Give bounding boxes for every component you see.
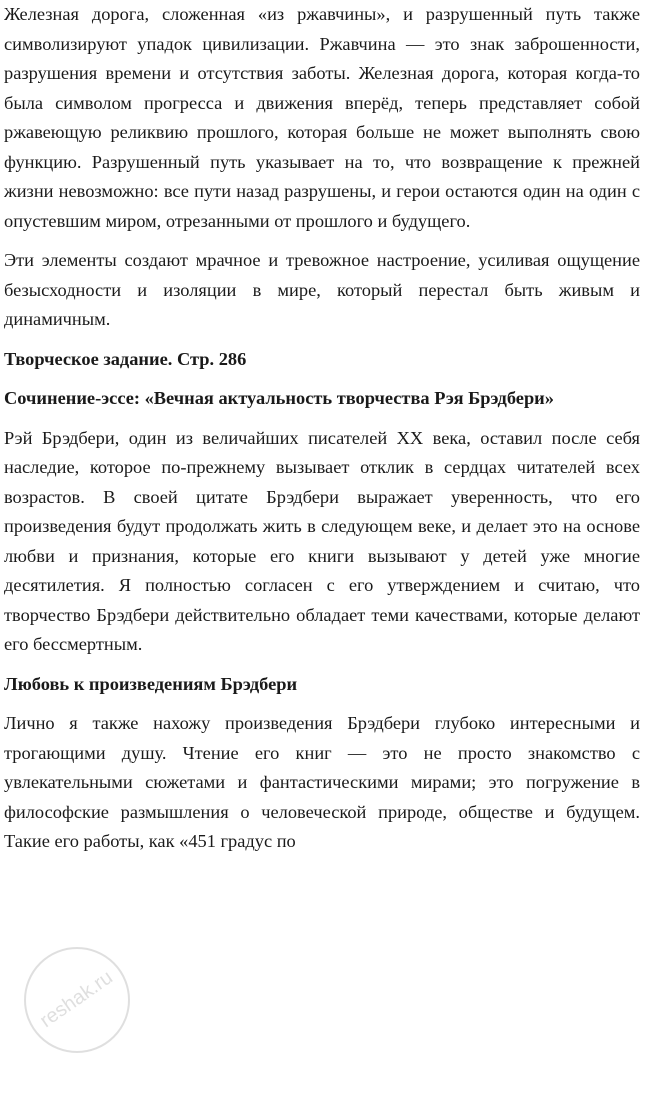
watermark-text: reshak.ru: [35, 966, 117, 1033]
heading-creative-task: Творческое задание. Стр. 286: [4, 348, 247, 369]
paragraph-railway: Железная дорога, сложенная «из ржавчины», и разрушенный путь также символизируют упадок цивилизации. Ржавчина — это знак заброшенности, разрушения времени и отсутствия заботы. Железная дорога, которая когда-то была символом прогресса и движения вперёд, теперь представляет собой ржавеющую реликвию прошлого, которая больше не может выполнять свою функцию. Разрушенный путь указывает на то, что возвращение к прежней жизни невозможно: все пути назад разрушены, и герои остаются один на один с опустевшим миром, отрезанными от прошлого и будущего.: [4, 4, 640, 231]
paragraph-mood: Эти элементы создают мрачное и тревожное настроение, усиливая ощущение безысходности и изоляции в мире, который перестал быть живым и динамичным.: [4, 250, 640, 329]
heading-love-bradbury: Любовь к произведениям Брэдбери: [4, 673, 298, 694]
paragraph-personal-opinion: Лично я также нахожу произведения Брэдбери глубоко интересными и трогающими душу. Чтение его книг — это не просто знакомство с увлекательными сюжетами и фантастическими мирами; это погружение в философские размышления о человеческой природе, обществе и будущем. Такие его работы, как «451 градус по: [4, 713, 640, 851]
paragraph-bradbury-intro: Рэй Брэдбери, один из величайших писателей XX века, оставил после себя наследие, которое по-прежнему вызывает отклик в сердцах читателей всех возрастов. В своей цитате Брэдбери выражает уверенность, что его произведения будут продолжать жить в следующем веке, и делает это на основе любви и признания, которые его книги вызывают у детей уже многие десятилетия. Я полностью согласен с его утверждением и считаю, что творчество Брэдбери действительно обладает теми качествами, которые делают его бессмертным.: [4, 427, 640, 654]
document-page: [4, 0, 640, 857]
heading-essay-title: Сочинение-эссе: «Вечная актуальность творчества Рэя Брэдбери»: [4, 388, 554, 408]
watermark-logo: [2, 925, 152, 1075]
